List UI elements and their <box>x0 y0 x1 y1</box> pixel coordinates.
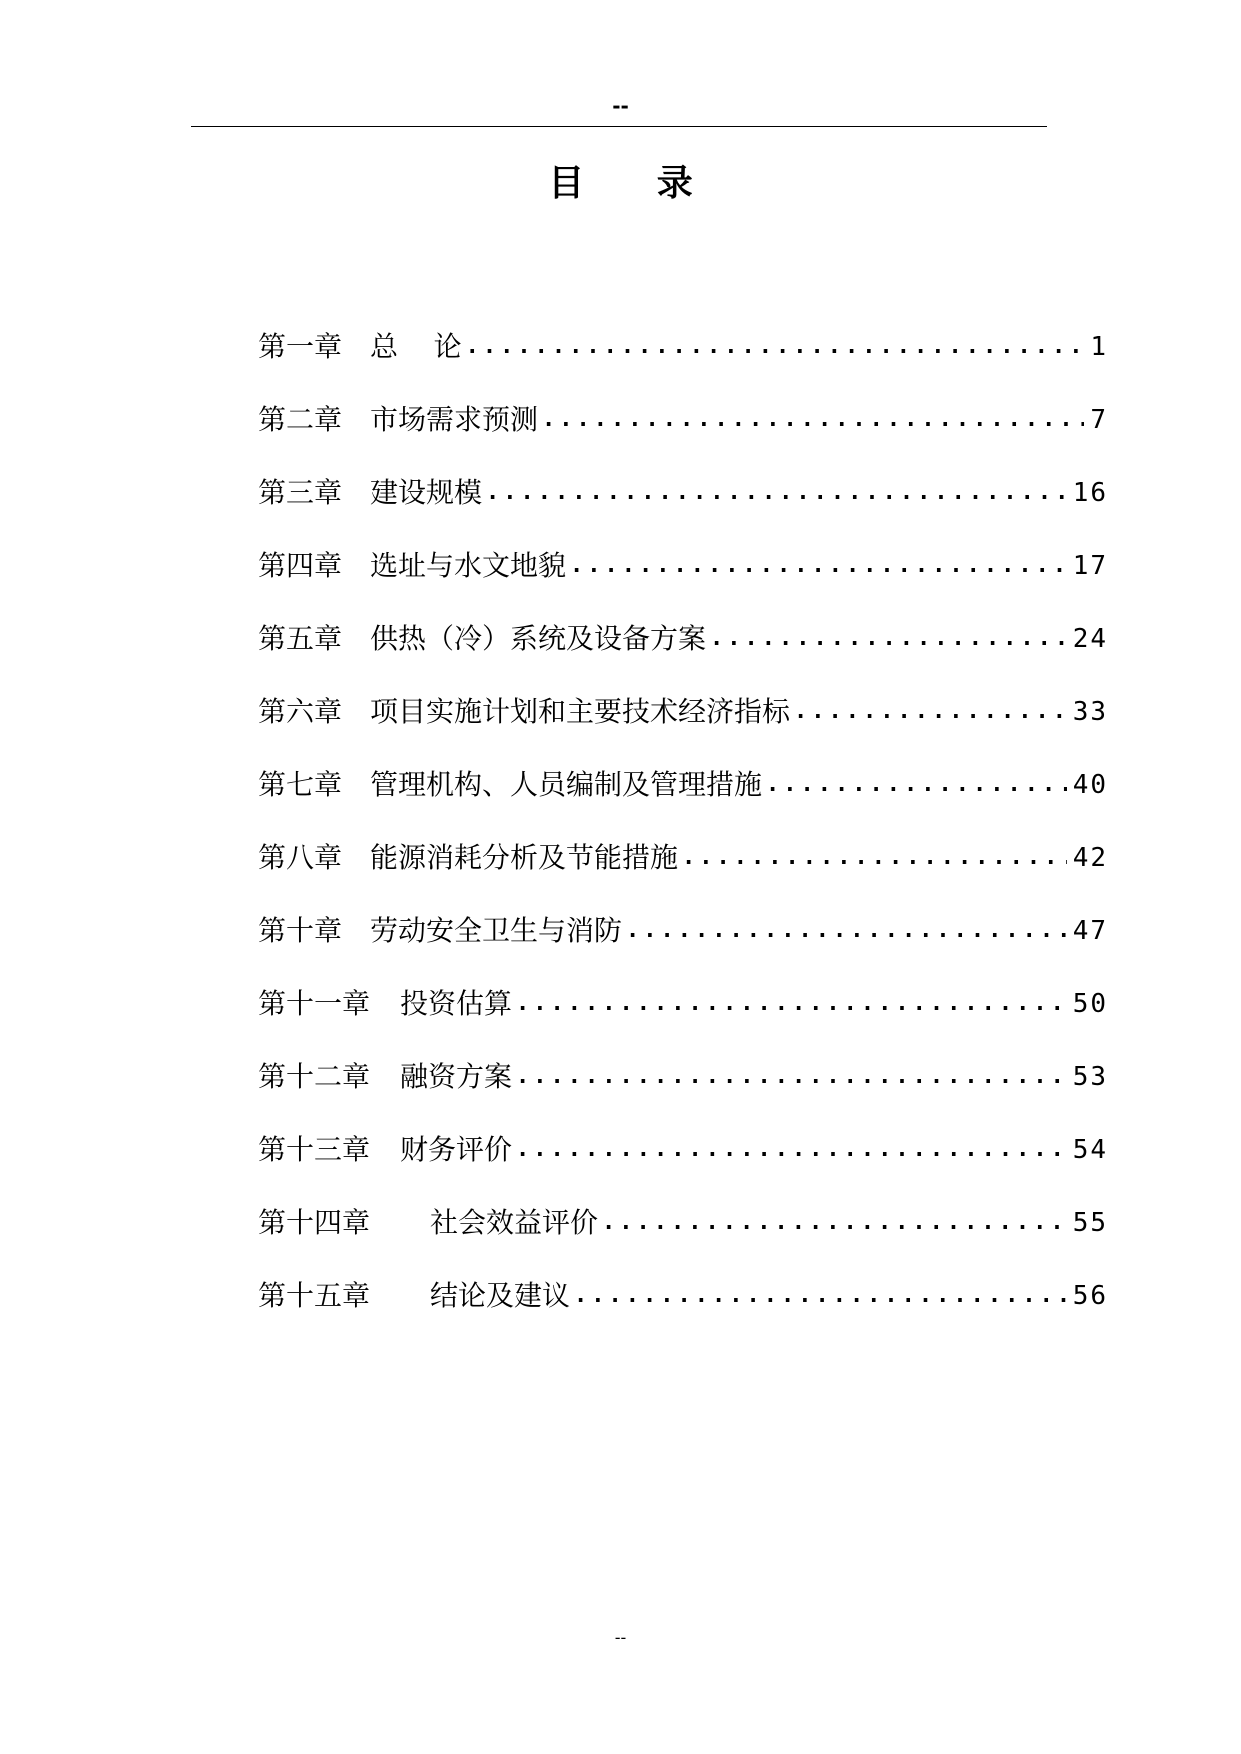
toc-leader-dots <box>516 1057 1067 1097</box>
toc-page-number: 17 <box>1072 550 1108 581</box>
toc-title: 目 录 <box>548 163 723 204</box>
toc-chapter-label: 第十五章 <box>258 1278 371 1312</box>
toc-entry-title: 选址与水文地貌 <box>370 548 567 582</box>
toc-leader-dots <box>570 546 1067 586</box>
toc-leader-dots <box>794 692 1067 732</box>
toc-page-number: 56 <box>1072 1280 1108 1311</box>
toc-entry-chapter-10[interactable] <box>258 894 1108 967</box>
toc-chapter-label: 第八章 <box>258 840 343 874</box>
toc-entry-chapter-13[interactable] <box>258 1113 1108 1186</box>
toc-leader-dots <box>466 327 1085 367</box>
toc-page-number: 54 <box>1072 1134 1108 1165</box>
toc-entry-chapter-2[interactable] <box>258 383 1108 456</box>
table-of-contents <box>258 310 1108 1332</box>
page-footer-mark: -- <box>614 1628 627 1647</box>
toc-page-number: 1 <box>1090 331 1108 362</box>
toc-chapter-label: 第十三章 <box>258 1132 371 1166</box>
toc-chapter-label: 第三章 <box>258 475 343 509</box>
toc-chapter-label: 第二章 <box>258 402 343 436</box>
toc-entry-chapter-11[interactable] <box>258 967 1108 1040</box>
toc-chapter-label: 第一章 <box>258 329 343 363</box>
toc-leader-dots <box>766 765 1067 805</box>
toc-leader-dots <box>682 838 1067 878</box>
toc-page-number: 50 <box>1072 988 1108 1019</box>
header-divider <box>191 126 1047 127</box>
toc-entry-title: 结论及建议 <box>430 1278 571 1312</box>
toc-entry-chapter-15[interactable] <box>258 1259 1108 1332</box>
toc-entry-chapter-4[interactable] <box>258 529 1108 602</box>
toc-leader-dots <box>542 400 1084 440</box>
toc-leader-dots <box>574 1276 1067 1316</box>
toc-entry-title: 能源消耗分析及节能措施 <box>370 840 679 874</box>
toc-entry-title: 融资方案 <box>400 1059 513 1093</box>
toc-entry-chapter-5[interactable] <box>258 602 1108 675</box>
toc-entry-chapter-8[interactable] <box>258 821 1108 894</box>
toc-page-number: 16 <box>1072 477 1108 508</box>
toc-page-number: 55 <box>1072 1207 1108 1238</box>
toc-chapter-label: 第十四章 <box>258 1205 371 1239</box>
toc-entry-title: 社会效益评价 <box>430 1205 599 1239</box>
toc-entry-chapter-14[interactable] <box>258 1186 1108 1259</box>
toc-entry-chapter-7[interactable] <box>258 748 1108 821</box>
toc-page-number: 53 <box>1072 1061 1108 1092</box>
toc-chapter-label: 第十二章 <box>258 1059 371 1093</box>
toc-entry-chapter-1[interactable] <box>258 310 1108 383</box>
toc-leader-dots <box>516 984 1067 1024</box>
toc-chapter-label: 第十章 <box>258 913 343 947</box>
toc-entry-title: 建设规模 <box>370 475 483 509</box>
toc-entry-title: 供热（冷）系统及设备方案 <box>370 621 707 655</box>
page-header-mark: -- <box>612 94 629 118</box>
toc-entry-chapter-3[interactable] <box>258 456 1108 529</box>
toc-page-number: 7 <box>1090 404 1108 435</box>
toc-chapter-label: 第五章 <box>258 621 343 655</box>
toc-page-number: 40 <box>1072 769 1108 800</box>
toc-leader-dots <box>602 1203 1067 1243</box>
toc-chapter-label: 第十一章 <box>258 986 371 1020</box>
toc-entry-title: 市场需求预测 <box>370 402 539 436</box>
toc-entry-title: 投资估算 <box>400 986 513 1020</box>
toc-entry-title: 总 论 <box>370 329 462 363</box>
toc-leader-dots <box>626 911 1067 951</box>
toc-page-number: 47 <box>1072 915 1108 946</box>
toc-leader-dots <box>710 619 1067 659</box>
toc-entry-chapter-6[interactable] <box>258 675 1108 748</box>
toc-page-number: 33 <box>1072 696 1108 727</box>
toc-entry-title: 财务评价 <box>400 1132 513 1166</box>
toc-page-number: 42 <box>1072 842 1108 873</box>
toc-leader-dots <box>516 1130 1067 1170</box>
toc-page-number: 24 <box>1072 623 1108 654</box>
toc-entry-title: 项目实施计划和主要技术经济指标 <box>370 694 791 728</box>
toc-chapter-label: 第六章 <box>258 694 343 728</box>
toc-chapter-label: 第四章 <box>258 548 343 582</box>
toc-leader-dots <box>486 473 1067 513</box>
toc-entry-chapter-12[interactable] <box>258 1040 1108 1113</box>
toc-entry-title: 劳动安全卫生与消防 <box>370 913 623 947</box>
toc-chapter-label: 第七章 <box>258 767 343 801</box>
toc-entry-title: 管理机构、人员编制及管理措施 <box>370 767 763 801</box>
